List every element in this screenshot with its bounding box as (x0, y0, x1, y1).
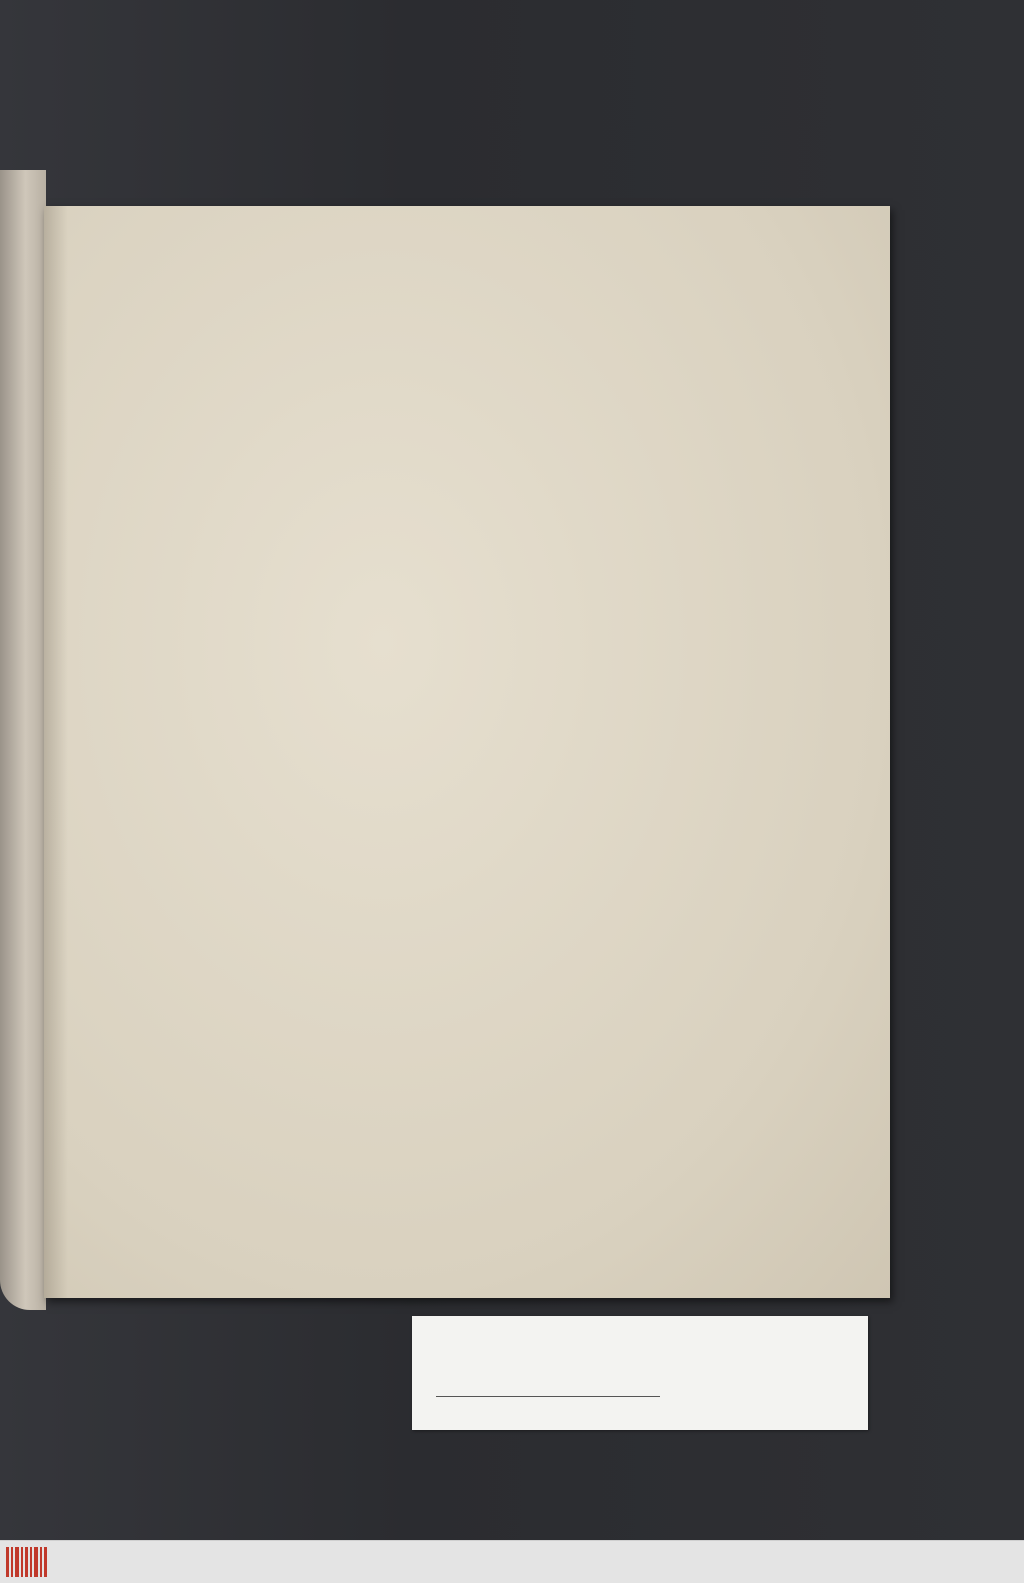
scale-ruler (436, 1370, 660, 1397)
gray-patches (764, 1366, 816, 1406)
barcode-icon (6, 1547, 48, 1577)
book-page (44, 206, 890, 1298)
page-gutter-shadow (44, 206, 68, 1298)
facing-page-edge (0, 170, 46, 1310)
footer-bar (0, 1540, 1024, 1583)
color-calibration-card (412, 1316, 868, 1430)
